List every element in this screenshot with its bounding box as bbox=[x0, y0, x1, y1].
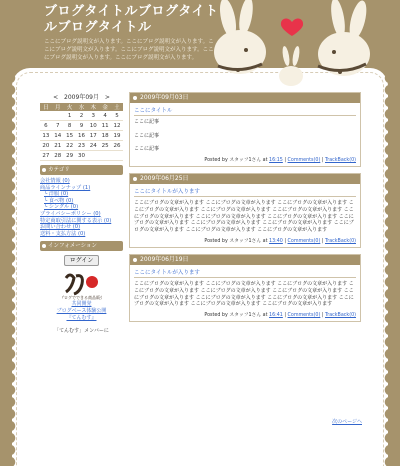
main-entries bbox=[129, 92, 361, 328]
category-item bbox=[40, 204, 123, 211]
entry-title[interactable]: ここにタイトルが入ります bbox=[134, 187, 356, 197]
comments-link[interactable]: Comments(0) bbox=[287, 157, 321, 163]
weekday-header: 火 bbox=[64, 103, 76, 111]
calendar-day[interactable]: 6 bbox=[40, 121, 52, 131]
entry-title[interactable]: ここにタイトル bbox=[134, 106, 356, 116]
category-link[interactable]: └ 洋服 (0) bbox=[44, 191, 69, 198]
member-text[interactable]: 「てんむす」メンバーに bbox=[54, 328, 109, 335]
category-list bbox=[40, 178, 123, 237]
entry-body bbox=[134, 200, 356, 234]
calendar-day[interactable]: 12 bbox=[111, 121, 123, 131]
author-name: スタッフ1さん bbox=[229, 238, 262, 244]
posted-by-label: Posted by bbox=[204, 238, 230, 244]
comments-link[interactable]: Comments(0) bbox=[287, 313, 321, 319]
calendar-day[interactable]: 25 bbox=[99, 141, 111, 151]
information-links bbox=[40, 301, 123, 321]
calendar-day[interactable]: 27 bbox=[40, 151, 52, 161]
calendar-day bbox=[40, 111, 52, 121]
category-heading: カテゴリ bbox=[40, 165, 123, 175]
left-scallop-edge bbox=[10, 60, 24, 466]
logo-graphic bbox=[62, 270, 102, 300]
calendar-week bbox=[40, 111, 123, 121]
category-link[interactable]: プライバシーポリシー (0) bbox=[40, 210, 101, 217]
category-link[interactable]: お問い合わせ (0) bbox=[40, 224, 81, 231]
entry-body-line: ここにブログの文章が入ります ここにブログの文章が入ります ここにブログの文章が入ります ここにブログの文章が入ります ここにブログの文章が入ります ここにブログの文章が入ります ここにブログの文章が入ります ここにブログの文章が入ります ここにブログの文章が入ります ここにブログの文章が入ります ここにブログの文章が入ります ここにブログの文章が入ります bbox=[134, 280, 354, 308]
entry-date: 2009年06月19日 bbox=[140, 255, 189, 263]
category-link[interactable]: └ シングル (0) bbox=[44, 204, 79, 211]
bullet-icon bbox=[133, 177, 137, 181]
calendar-day[interactable]: 17 bbox=[87, 131, 99, 141]
entry-body-line bbox=[134, 139, 356, 146]
at-label: at bbox=[261, 157, 270, 163]
entry-body-line: ここに記事 bbox=[134, 119, 160, 125]
next-page-link[interactable]: 次のページへ bbox=[332, 419, 362, 425]
calendar-day[interactable]: 24 bbox=[87, 141, 99, 151]
calendar-header bbox=[40, 92, 123, 101]
information-link[interactable]: ブログベース体験公開 bbox=[56, 307, 107, 314]
calendar-day[interactable]: 28 bbox=[52, 151, 64, 161]
category-item bbox=[40, 231, 123, 238]
entry-title[interactable]: ここにタイトルが入ります bbox=[134, 268, 356, 278]
calendar-next-link[interactable]: > bbox=[104, 94, 110, 101]
calendar-day[interactable]: 18 bbox=[99, 131, 111, 141]
weekday-header: 木 bbox=[87, 103, 99, 111]
login-button[interactable]: ログイン bbox=[64, 255, 100, 266]
bullet-icon bbox=[133, 96, 137, 100]
blog-entry bbox=[129, 92, 361, 167]
weekday-header: 月 bbox=[52, 103, 64, 111]
calendar-day[interactable]: 23 bbox=[76, 141, 88, 151]
header bbox=[0, 0, 400, 90]
category-link[interactable]: 会社情報 (0) bbox=[40, 178, 70, 184]
svg-text:ブログでできる商品販売: ブログでできる商品販売 bbox=[61, 295, 102, 301]
sidebar bbox=[40, 92, 123, 334]
calendar-day[interactable]: 9 bbox=[76, 121, 88, 131]
calendar-day[interactable]: 7 bbox=[52, 121, 64, 131]
author-name: スタッフ1さん bbox=[229, 157, 262, 163]
calendar-day[interactable]: 29 bbox=[64, 151, 76, 161]
calendar-day[interactable]: 3 bbox=[87, 111, 99, 121]
information-link[interactable]: 『てんむす』 bbox=[66, 314, 97, 321]
entry-body bbox=[134, 281, 356, 308]
calendar-day[interactable]: 16 bbox=[76, 131, 88, 141]
calendar-title: 2009年09月 bbox=[64, 94, 99, 101]
category-link[interactable]: 商品ラインナップ (1) bbox=[40, 184, 91, 191]
entry-body-line: ここに記事 bbox=[134, 132, 160, 139]
calendar-day bbox=[99, 151, 111, 161]
permalink-time[interactable]: 16:15 bbox=[269, 157, 283, 163]
category-item bbox=[40, 191, 123, 198]
entry-footer: Posted by スタッフ1さん at 16:15 | Comments(0) | TrackBack(0) bbox=[204, 157, 356, 163]
calendar-day[interactable]: 1 bbox=[64, 111, 76, 121]
entry-footer: Posted by スタッフ1さん at 16:41 | Comments(0) | TrackBack(0) bbox=[204, 313, 356, 319]
calendar-day[interactable]: 22 bbox=[64, 141, 76, 151]
site-description: ここにブログ説明文が入ります。ここにブログ説明文が入ります。ここにブログ説明文が入ります。ここにブログ説明文が入ります。ここにブログ説明文が入ります。ここにブログ説明文が入ります。 bbox=[44, 39, 214, 61]
category-link[interactable]: 特定商取引法に関する表示 (0) bbox=[40, 217, 112, 224]
calendar-day[interactable]: 13 bbox=[40, 131, 52, 141]
permalink-time[interactable]: 16:41 bbox=[269, 313, 283, 319]
calendar-day[interactable]: 20 bbox=[40, 141, 52, 151]
entry-body-line bbox=[134, 126, 356, 133]
posted-by-label: Posted by bbox=[204, 313, 230, 319]
calendar-day[interactable]: 14 bbox=[52, 131, 64, 141]
calendar-day bbox=[87, 151, 99, 161]
calendar-day[interactable]: 26 bbox=[111, 141, 123, 151]
calendar-day[interactable]: 10 bbox=[87, 121, 99, 131]
bullet-icon bbox=[42, 244, 46, 248]
calendar-day[interactable]: 11 bbox=[99, 121, 111, 131]
calendar-day[interactable]: 8 bbox=[64, 121, 76, 131]
trackback-link[interactable]: TrackBack(0) bbox=[325, 238, 356, 244]
entry-body-line: ここにブログの文章が入ります ここにブログの文章が入ります ここにブログの文章が入ります ここにブログの文章が入ります ここにブログの文章が入ります ここにブログの文章が入ります ここにブログの文章が入ります ここにブログの文章が入ります ここにブログの文章が入ります ここにブログの文章が入ります ここにブログの文章が入ります ここにブログの文章が入ります ここにブログの文章が入ります ここにブログの文章が入ります ここにブログの文章が入ります bbox=[134, 199, 354, 234]
bullet-icon bbox=[42, 168, 46, 172]
weekday-header: 水 bbox=[76, 103, 88, 111]
calendar-week bbox=[40, 121, 123, 131]
entry-body bbox=[134, 119, 356, 153]
information-heading: インフォメーション bbox=[40, 241, 123, 251]
at-label: at bbox=[261, 238, 270, 244]
calendar-day[interactable]: 15 bbox=[64, 131, 76, 141]
calendar-day[interactable]: 4 bbox=[99, 111, 111, 121]
category-item bbox=[40, 211, 123, 218]
information-box bbox=[40, 255, 123, 334]
weekday-header: 金 bbox=[99, 103, 111, 111]
tenmusu-logo[interactable] bbox=[62, 270, 102, 300]
weekday-header: 日 bbox=[40, 103, 52, 111]
entry-date: 2009年09月03日 bbox=[140, 94, 189, 101]
permalink-time[interactable]: 13:40 bbox=[269, 238, 283, 244]
calendar-day bbox=[52, 111, 64, 121]
calendar-table bbox=[40, 103, 123, 161]
calendar-week bbox=[40, 151, 123, 161]
bullet-icon bbox=[133, 258, 137, 262]
category-link[interactable]: 送料・支払方法 (0) bbox=[40, 230, 86, 237]
calendar-day[interactable]: 19 bbox=[111, 131, 123, 141]
right-scallop-edge bbox=[376, 60, 390, 466]
entry-date-bar bbox=[130, 255, 360, 265]
author-name: スタッフ1さん bbox=[229, 313, 262, 319]
calendar-day[interactable]: 2 bbox=[76, 111, 88, 121]
bunny-illustration bbox=[188, 0, 400, 86]
calendar-week bbox=[40, 141, 123, 151]
posted-by-label: Posted by bbox=[204, 157, 230, 163]
at-label: at bbox=[261, 313, 270, 319]
entry-date-bar bbox=[130, 93, 360, 103]
blog-entry bbox=[129, 173, 361, 248]
calendar-prev-link[interactable]: < bbox=[53, 94, 59, 101]
entry-date: 2009年06月25日 bbox=[140, 174, 189, 182]
weekday-header: 土 bbox=[111, 103, 123, 111]
calendar-day[interactable]: 30 bbox=[76, 151, 88, 161]
calendar-day[interactable]: 5 bbox=[111, 111, 123, 121]
site-title[interactable]: ブログタイトルブログタイトルブログタイトル bbox=[44, 4, 219, 35]
calendar-day bbox=[111, 151, 123, 161]
blog-entry bbox=[129, 254, 361, 322]
category-item bbox=[40, 224, 123, 231]
entry-footer: Posted by スタッフ1さん at 13:40 | Comments(0) | TrackBack(0) bbox=[204, 238, 356, 244]
calendar-week bbox=[40, 131, 123, 141]
information-link[interactable]: 共同開発 bbox=[71, 301, 92, 308]
trackback-link[interactable]: TrackBack(0) bbox=[325, 313, 356, 319]
calendar-day[interactable]: 21 bbox=[52, 141, 64, 151]
trackback-link[interactable]: TrackBack(0) bbox=[325, 157, 356, 163]
comments-link[interactable]: Comments(0) bbox=[287, 238, 321, 244]
entry-date-bar bbox=[130, 174, 360, 184]
heart-icon bbox=[281, 18, 303, 36]
category-item bbox=[40, 178, 123, 185]
category-link[interactable]: └ 食べ物 (0) bbox=[44, 197, 74, 204]
entry-body-line: ここに記事 bbox=[134, 146, 160, 153]
